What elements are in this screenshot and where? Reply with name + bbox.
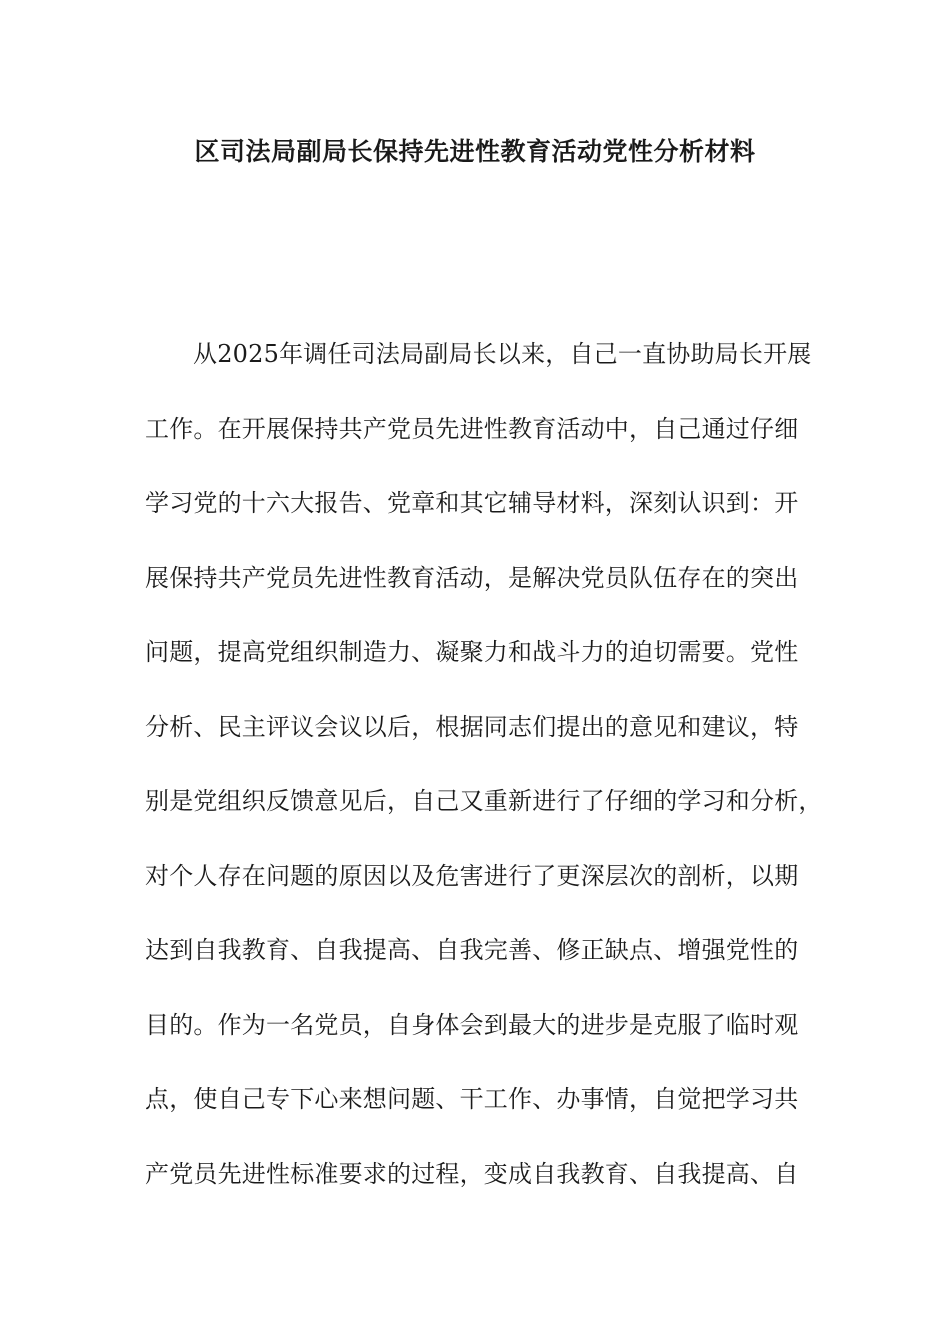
- body-line: 别是党组织反馈意见后，自己又重新进行了仔细的学习和分析，: [145, 787, 823, 815]
- body-line: 展保持共产党员先进性教育活动，是解决党员队伍存在的突出: [145, 563, 799, 592]
- body-line: 问题，提高党组织制造力、凝聚力和战斗力的迫切需要。党性: [145, 638, 799, 666]
- body-line: 点，使自己专下心来想问题、干工作、办事情，自觉把学习共: [145, 1085, 799, 1113]
- body-line: 产党员先进性标准要求的过程，变成自我教育、自我提高、自: [145, 1159, 799, 1188]
- body-line: 工作。在开展保持共产党员先进性教育活动中，自己通过仔细: [145, 414, 799, 443]
- body-line: 学习党的十六大报告、党章和其它辅导材料，深刻认识到：开: [145, 489, 799, 517]
- document-body: [145, 336, 823, 1230]
- body-line: 对个人存在问题的原因以及危害进行了更深层次的剖析，以期: [145, 861, 799, 890]
- body-line: 达到自我教育、自我提高、自我完善、修正缺点、增强党性的: [145, 936, 799, 964]
- body-line: 分析、民主评议会议以后，根据同志们提出的意见和建议，特: [145, 712, 799, 741]
- body-line: 从2025年调任司法局副局长以来，自己一直协助局长开展: [193, 340, 812, 368]
- body-line: 目的。作为一名党员，自身体会到最大的进步是克服了临时观: [145, 1010, 799, 1039]
- document-title: 区司法局副局长保持先进性教育活动党性分析材料: [194, 137, 756, 166]
